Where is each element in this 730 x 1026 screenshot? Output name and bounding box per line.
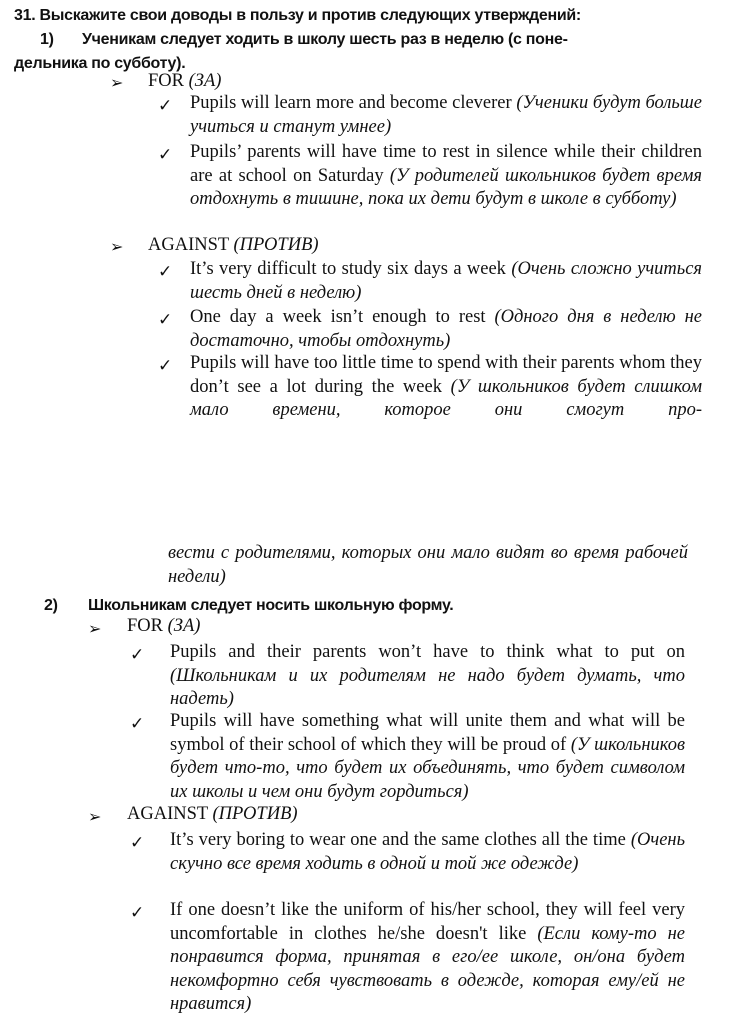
item-ru: (У школьников будет слишком мало времени, которое они смогут про-	[190, 376, 703, 421]
item-en: If one doesn’t like the uniform of his/her school, they will feel very uncomfortable in clothes he/she doesn't like	[170, 900, 685, 944]
list-item	[190, 258, 702, 305]
item-en: One day a week isn’t enough to rest	[190, 307, 486, 327]
against-label: AGAINST	[127, 804, 208, 824]
list-item	[190, 92, 702, 139]
statement-1-text: Ученикам следует ходить в школу шесть раз в неделю (с поне-	[82, 31, 568, 48]
for-heading	[127, 615, 200, 639]
arrowhead-bullet-icon: ➢	[110, 75, 124, 92]
item-ru: (У родителей школьников будет время отдохнуть в тишине, пока их дети будут в школе в субботу)	[190, 165, 702, 210]
checkmark-icon: ✓	[158, 96, 173, 115]
for-label: FOR	[127, 616, 163, 636]
list-item	[170, 899, 685, 1017]
for-label: FOR	[148, 71, 184, 91]
item-ru: (Если кому-то не понравится форма, принятая в его/ее школе, он/она будет некомфортно себя чувствовать в одежде, которая ему/ей не нравится)	[170, 923, 685, 1015]
item-en: Pupils will have something what will unite them and what will be symbol of their school of which they will be proud of	[170, 711, 685, 755]
item-en: Pupils will have too little time to spend with their parents whom they don’t see a lot during the week	[190, 353, 702, 397]
item-en: It’s very boring to wear one and the same clothes all the time	[170, 830, 626, 850]
task-number: 31.	[14, 7, 36, 24]
statement-2-number: 2)	[44, 597, 58, 614]
statement-1-text-cont: дельника по субботу).	[14, 55, 186, 72]
checkmark-icon: ✓	[130, 645, 145, 664]
item-ru-continued: вести с родителями, которых они мало видят во время рабочей недели)	[168, 543, 688, 587]
checkmark-icon: ✓	[158, 310, 173, 329]
checkmark-icon: ✓	[130, 903, 145, 922]
arrowhead-bullet-icon: ➢	[88, 809, 102, 826]
item-ru: (У школьников будет что-то, что будет их объединять, что будет символом их школы и чем они будут гордиться)	[170, 734, 685, 802]
item-ru: (Очень скучно все время ходить в одной и той же одежде)	[170, 830, 686, 874]
checkmark-icon: ✓	[158, 262, 173, 281]
against-ru-label: (ПРОТИВ)	[212, 804, 298, 824]
item-ru: (Ученики будут больше учиться и станут умнее)	[190, 93, 702, 137]
task-heading	[14, 4, 719, 28]
item-en: Pupils’ parents will have time to rest in silence while their children are at school on Saturday	[190, 142, 702, 186]
for-ru-label: (ЗА)	[188, 71, 222, 91]
against-ru-label: (ПРОТИВ)	[233, 235, 319, 255]
item-ru: (Школьникам и их родителям не надо будет думать, что надеть)	[170, 665, 685, 710]
arrowhead-bullet-icon: ➢	[88, 621, 102, 638]
item-ru: (Одного дня в неделю не достаточно, чтобы отдохнуть)	[190, 307, 702, 351]
list-item	[170, 641, 685, 712]
list-item	[190, 141, 702, 212]
item-en: Pupils will learn more and become cleverer	[190, 93, 512, 113]
list-item	[190, 306, 702, 353]
list-item	[170, 710, 685, 804]
arrowhead-bullet-icon: ➢	[110, 239, 124, 256]
item-ru: (Очень сложно учиться шесть дней в неделю)	[190, 259, 703, 303]
list-item	[170, 829, 685, 876]
checkmark-icon: ✓	[130, 833, 145, 852]
checkmark-icon: ✓	[158, 356, 173, 375]
checkmark-icon: ✓	[158, 145, 173, 164]
checkmark-icon: ✓	[130, 714, 145, 733]
task-title: Выскажите свои доводы в пользу и против следующих утверждений:	[39, 7, 581, 24]
item-en: Pupils and their parents won’t have to think what to put on	[170, 642, 685, 662]
statement-1-number: 1)	[40, 31, 54, 48]
for-ru-label: (ЗА)	[167, 616, 201, 636]
list-item	[190, 352, 702, 423]
statement-2-text: Школьникам следует носить школьную форму.	[88, 597, 454, 614]
for-heading	[148, 70, 221, 94]
against-label: AGAINST	[148, 235, 229, 255]
item-en: It’s very difficult to study six days a week	[190, 259, 506, 279]
against-heading	[127, 803, 298, 827]
against-heading	[148, 234, 319, 258]
